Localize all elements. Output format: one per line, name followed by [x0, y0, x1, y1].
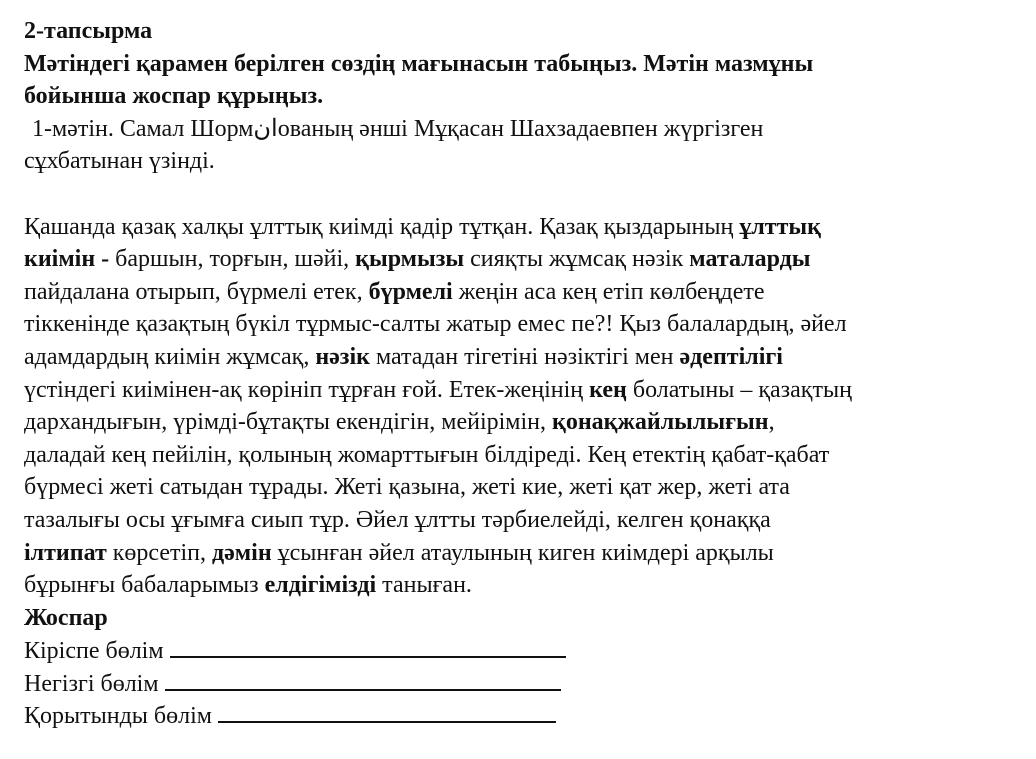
bold-word: бүрмелі — [368, 278, 453, 305]
source-line-2: сұхбатынан үзінді. — [24, 148, 215, 175]
passage-text: матадан тігетіні нәзіктігі мен — [369, 343, 680, 370]
passage-text: бұрынғы бабаларымыз — [24, 572, 265, 599]
text-passage — [24, 211, 1014, 602]
passage-line — [24, 537, 1014, 570]
instruction-line-1: Мәтіндегі қарамен берілген сөздің мағынасын табыңыз. Мәтін мазмұны — [24, 50, 814, 77]
bold-word: кең — [589, 376, 627, 403]
bold-word: қонақжайлылығын — [552, 409, 769, 436]
plan-label-conclusion: Қорытынды бөлім — [24, 703, 212, 730]
plan-label-intro: Кіріспе бөлім — [24, 638, 164, 665]
passage-text: бүрмесі жеті сатыдан тұрады. Жеті қазына, жеті киe, жеті қат жер, жеті ата — [24, 474, 790, 501]
passage-text: тіккенінде қазақтың бүкіл тұрмыс-салты жатыр емес пе?! Қыз балалардың, әйел — [24, 311, 847, 338]
passage-text: дархандығын, үрімді-бұтақты екендігін, мейірімін, — [24, 409, 552, 436]
passage-text: көрсетіп, — [106, 539, 213, 566]
passage-line — [24, 569, 1014, 602]
task-title: 2-тапсырма — [24, 18, 153, 44]
bold-word: елдігімізді — [264, 572, 377, 599]
passage-text: адамдардың киімін жұмсақ, — [24, 343, 316, 370]
plan-blank-intro[interactable] — [170, 634, 566, 658]
spacer — [24, 178, 1014, 211]
bold-word: әдептілігі — [679, 343, 783, 370]
plan-blank-conclusion[interactable] — [218, 699, 556, 723]
plan-row-main — [24, 667, 1014, 700]
bold-word: қырмызы — [355, 246, 465, 273]
plan-heading: Жоспар — [24, 604, 108, 631]
bold-word: нәзік — [315, 343, 370, 370]
passage-text: Қашанда қазақ халқы ұлттық киімді қадір тұтқан. Қазақ қыздарының — [24, 213, 740, 240]
passage-text: жеңін аса кең етіп көлбеңдете — [452, 278, 765, 305]
passage-line — [24, 439, 1014, 472]
passage-text: таныған. — [376, 572, 472, 599]
passage-line — [24, 243, 1014, 276]
passage-text: пайдалана отырып, бүрмелі етек, — [24, 278, 369, 305]
passage-line — [24, 308, 1014, 341]
passage-line — [24, 406, 1014, 439]
source-line-1: 1-мәтін. Самал Шормانованың әнші Мұқасан Шахзадаевпен жүргізген — [32, 115, 764, 142]
passage-line — [24, 471, 1014, 504]
bold-word: киімін - — [24, 246, 110, 273]
plan-row-intro — [24, 634, 1014, 667]
instruction-line-2: бойынша жоспар құрыңыз. — [24, 83, 324, 110]
passage-line — [24, 374, 1014, 407]
passage-text: даладай кең пейілін, қолының жомарттығын білдіреді. Кең етектің қабат-қабат — [24, 441, 830, 468]
bold-word: ұлттық — [739, 213, 821, 240]
bold-word: ілтипат — [24, 539, 107, 566]
passage-text: , — [768, 409, 775, 436]
passage-text: ұсынған әйел атаулының киген киімдері арқылы — [271, 539, 774, 566]
passage-line — [24, 211, 1014, 244]
plan-label-main: Негізгі бөлім — [24, 670, 159, 697]
bold-word: дәмін — [212, 539, 272, 566]
passage-text: тазалығы осы ұғымға сиып тұр. Әйел ұлтты тәрбиелейді, келген қонаққа — [24, 506, 771, 533]
passage-line — [24, 276, 1014, 309]
passage-text: үстіндегі киімінен-ақ көрініп тұрған ғой. Етек-жеңінің — [24, 376, 590, 403]
plan-row-conclusion — [24, 699, 1014, 732]
passage-text: болатыны – қазақтың — [626, 376, 852, 403]
passage-text: баршын, торғын, шәйі, — [109, 246, 356, 273]
document-page — [24, 15, 1014, 732]
passage-text: сияқты жұмсақ нәзік — [464, 246, 690, 273]
passage-line — [24, 341, 1014, 374]
passage-line — [24, 504, 1014, 537]
bold-word: маталарды — [689, 246, 811, 273]
plan-blank-main[interactable] — [165, 667, 561, 691]
